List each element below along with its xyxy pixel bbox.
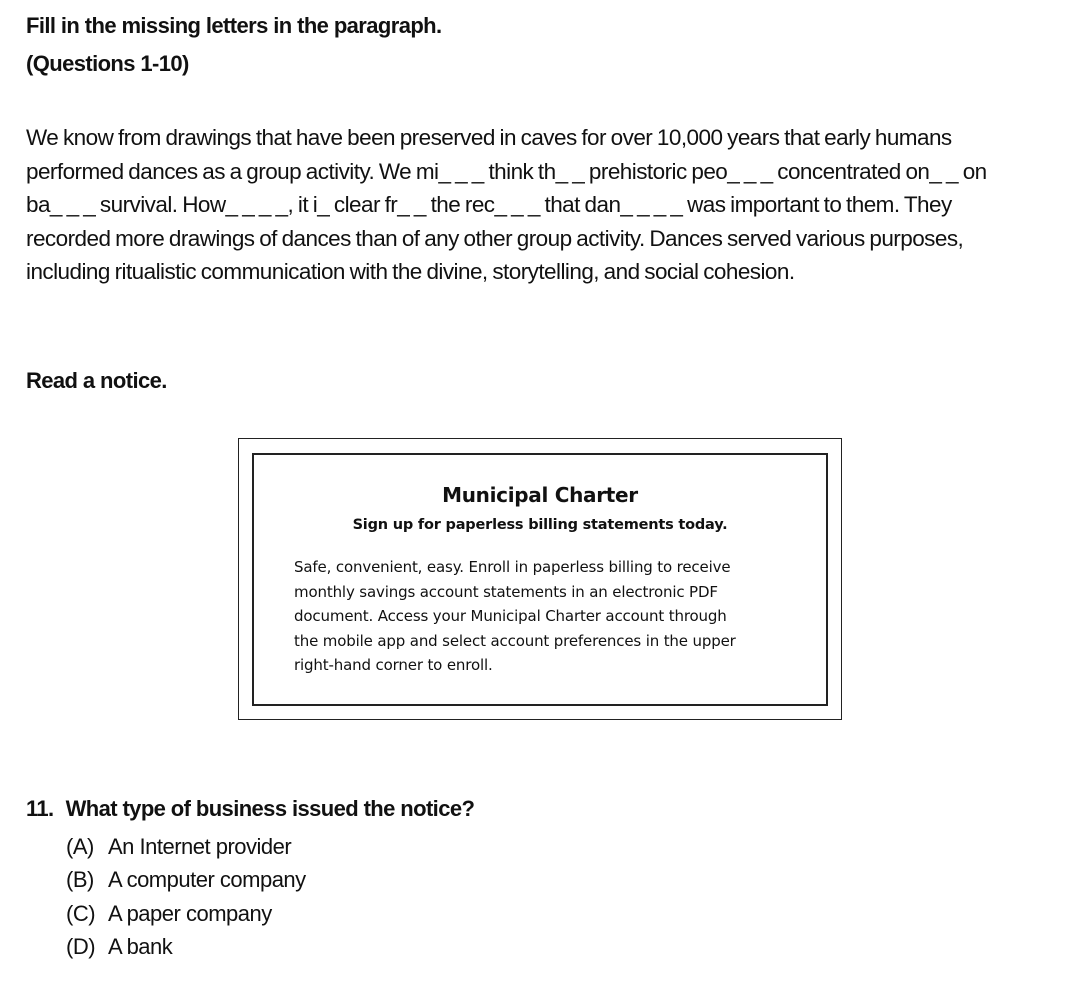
option-text: A computer company	[108, 867, 306, 893]
option-letter: (D)	[66, 933, 96, 959]
reading-heading: Read a notice.	[26, 368, 167, 393]
option-d[interactable]	[66, 930, 306, 963]
notice-body	[294, 555, 814, 678]
answer-options	[66, 830, 306, 963]
notice-body-line: Safe, convenient, easy. Enroll in paperless billing to receive	[294, 558, 731, 576]
option-letter: (B)	[66, 867, 94, 893]
paragraph-line: including ritualistic communication with the divine, storytelling, and social cohesion.	[26, 259, 795, 284]
notice-body-line: the mobile app and select account preferences in the upper	[294, 631, 736, 650]
notice-body-line: right-hand corner to enroll.	[294, 656, 493, 674]
cloze-paragraph	[26, 121, 1066, 289]
notice-body-line: monthly savings account statements in an electronic PDF	[294, 582, 718, 601]
notice-box	[252, 453, 828, 706]
questions-range: (Questions 1-10)	[26, 51, 189, 76]
option-c[interactable]	[66, 897, 306, 930]
notice-subtitle: Sign up for paperless billing statements today.	[352, 517, 728, 533]
paragraph-line: ba_ _ _ survival. How_ _ _ _, it i_ clear fr_ _ the rec_ _ _ that dan_ _ _ _ was important to them. They	[26, 192, 952, 217]
question-number: 11.	[26, 796, 54, 821]
option-letter: (C)	[66, 900, 96, 926]
notice-title: Municipal Charter	[442, 483, 638, 507]
option-text: A bank	[108, 933, 173, 959]
option-letter: (A)	[66, 834, 94, 859]
paragraph-line: We know from drawings that have been preserved in caves for over 10,000 years that early humans	[26, 125, 952, 150]
paragraph-line: performed dances as a group activity. We mi_ _ _ think th_ _ prehistoric peo_ _ _ concentrated on_ _ on	[26, 158, 987, 184]
option-b[interactable]	[66, 863, 306, 896]
question-text: What type of business issued the notice?	[65, 796, 475, 821]
notice-frame	[238, 438, 842, 720]
notice-body-line: document. Access your Municipal Charter account through	[294, 607, 727, 625]
instructions-title: Fill in the missing letters in the paragraph.	[26, 13, 442, 38]
option-text: A paper company	[108, 900, 272, 926]
option-text: An Internet provider	[108, 834, 292, 859]
paragraph-line: recorded more drawings of dances than of any other group activity. Dances served various purposes,	[26, 225, 964, 251]
option-a[interactable]	[66, 830, 306, 863]
question-11	[26, 798, 474, 820]
